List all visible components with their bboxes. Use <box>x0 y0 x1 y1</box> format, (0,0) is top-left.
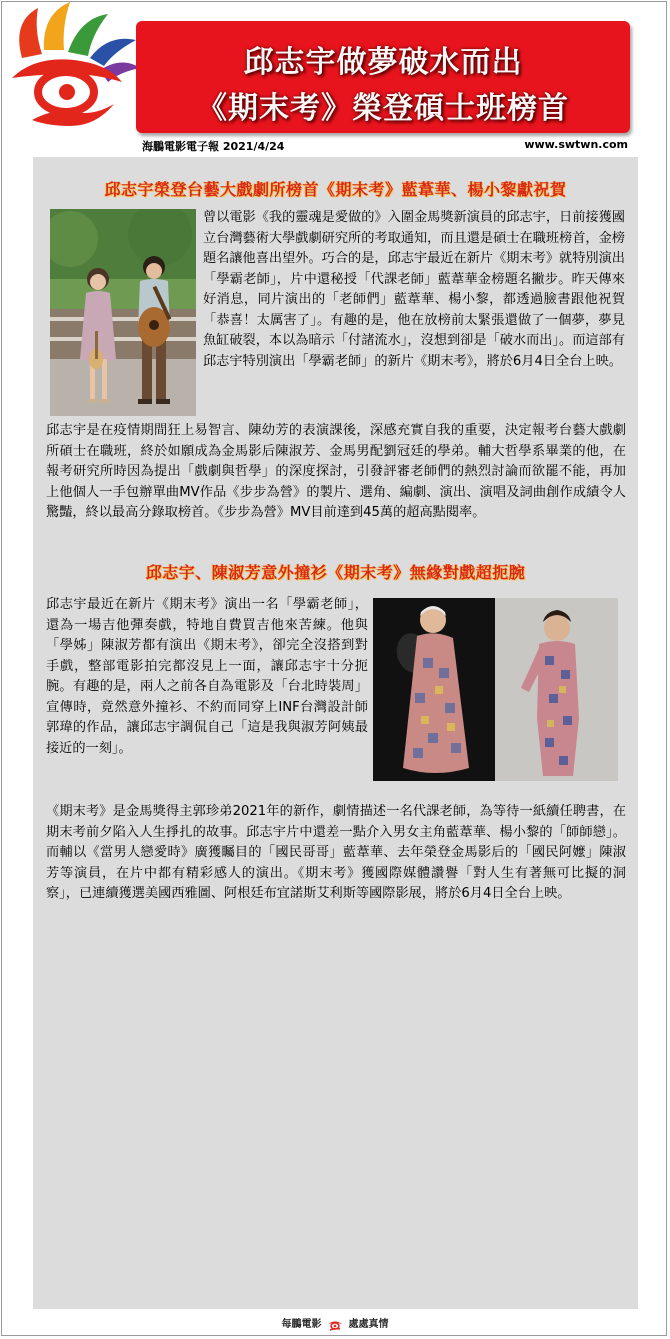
paragraph-4: 《期末考》是金馬獎得主郭珍弟2021年的新作，劇情描述一名代課老師，為等待一紙續任聘書，在期末考前夕陷入人生掙扎的故事。邱志宇片中還差一點介入男女主角藍葦華、楊小黎的「師師戀」。而輔以《當男人戀愛時》廣獲矚目的「國民哥哥」藍葦華、去年榮登金馬影后的「國民阿嬤」陳淑芳等演員，在片中都有精彩感人的演出。《期末考》獲國際媒體讚譽「對人生有著無可比擬的洞察」，已連續獲選美國西雅圖、阿根廷布宜諾斯艾利斯等國際影展，將於6月4日全台上映。 <box>46 804 626 901</box>
article-body <box>33 157 638 1309</box>
mini-logo-icon <box>327 1318 343 1331</box>
section-heading-1: 邱志宇榮登台藝大戲劇所榜首《期末考》藍葦華、楊小黎獻祝賀 <box>104 180 567 199</box>
haipeng-logo-icon <box>4 0 140 130</box>
title-banner <box>136 21 630 133</box>
publisher-date: 海鵬電影電子報 2021/4/24 <box>142 140 285 153</box>
website-link[interactable]: www.swtwn.com <box>524 138 628 151</box>
footer-slogan <box>0 1315 670 1331</box>
photo-matching-outfits <box>373 598 618 781</box>
footer-tagline: 處處真情 <box>348 1319 389 1330</box>
headline-line-2: 《期末考》榮登碩士班榜首 <box>197 91 569 126</box>
paragraph-3: 邱志宇最近在新片《期末考》演出一名「學霸老師」，還為一場吉他彈奏戲，特地自費買吉他來苦練。他與「學姊」陳淑芳都有演出《期末考》，卻完全沒搭到對手戲，整部電影拍完都沒見上一面，讓邱志宇十分扼腕。有趣的是，兩人之前各自為電影及「台北時裝周」宣傳時，竟然意外撞衫、不約而同穿上INF台灣設計師郭瑋的作品，讓邱志宇調侃自己「這是我與淑芳阿姨最接近的一刻」。 <box>46 597 368 756</box>
photo-couple-with-guitars <box>50 209 196 416</box>
paragraph-1: 曾以電影《我的靈魂是愛做的》入圍金馬獎新演員的邱志宇，日前接獲國立台灣藝術大學戲劇研究所的考取通知，而且還是碩士在職班榜首，金榜題名讓他喜出望外。巧合的是，邱志宇最近在新片《期末考》就特別演出「學霸老師」，片中還秘授「代課老師」藍葦華金榜題名撇步。昨天傳來好消息，同片演出的「老師們」藍葦華、楊小黎，都透過臉書跟他祝賀「恭喜！太厲害了」。有趣的是，他在放榜前太緊張還做了一個夢，夢見魚缸破裂，本以為暗示「付諸流水」，沒想到卻是「破水而出」。而這部有邱志宇特別演出「學霸老師」的新片《期末考》，將於6月4日全台上映。 <box>203 210 625 369</box>
paragraph-2: 邱志宇是在疫情期間狂上易智言、陳幼芳的表演課後，深感充實自我的重要，決定報考台藝大戲劇所碩士在職班，終於如願成為金馬影后陳淑芳、金馬男配劉冠廷的學弟。輔大哲學系畢業的他，在報考研究所時因為提出「戲劇與哲學」的深度探討，引發評審老師們的熱烈討論而欲罷不能，再加上他個人一手包辦單曲MV作品《步步為營》的製片、選角、編劇、演出、演唱及詞曲創作成績令人驚豔，終以最高分錄取榜首。《步步為營》MV目前達到45萬的超高點閱率。 <box>46 423 626 520</box>
section-heading-2: 邱志宇、陳淑芳意外撞衫《期末考》無緣對戲超扼腕 <box>145 563 526 582</box>
footer-brand: 每鵬電影 <box>281 1319 322 1330</box>
headline-line-1: 邱志宇做夢破水而出 <box>243 45 523 80</box>
